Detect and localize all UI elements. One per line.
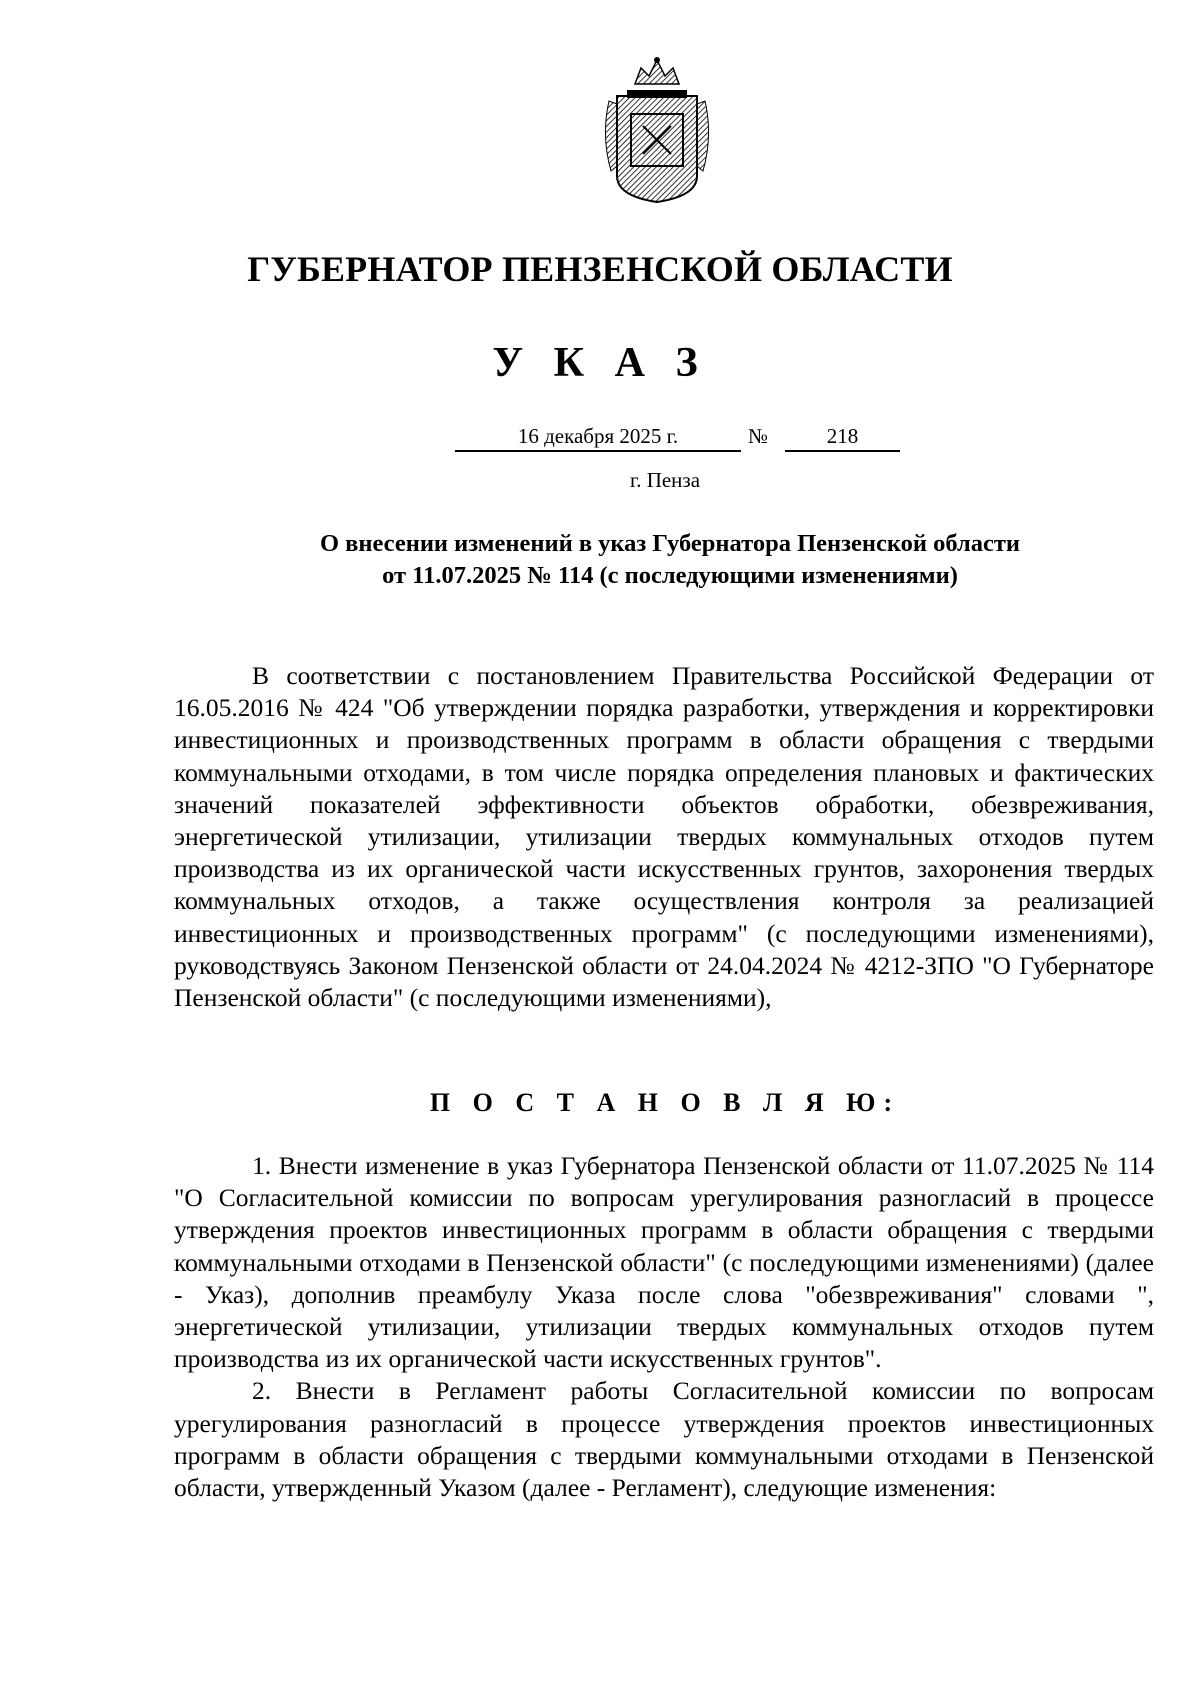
document-number: 218 bbox=[785, 423, 900, 452]
authority-title: ГУБЕРНАТОР ПЕНЗЕНСКОЙ ОБЛАСТИ bbox=[247, 249, 953, 289]
decree-item-1: 1. Внести изменение в указ Губернатора Пензенской области от 11.07.2025 № 114 "О Согласительной комиссии по вопросам урегулирования разногласий в процессе утверждения проектов инвестиционных программ в области обращения с твердыми коммунальными отходами в Пензенской области" (с последующими изменениями) (далее - Указ), дополнив преамбулу Указа после слова "обезвреживания" словами ", энергетической утилизации, утилизации твердых коммунальных отходов путем производства из их органической части искусственных грунтов". bbox=[174, 1151, 1154, 1374]
document-subject bbox=[170, 528, 1170, 592]
document-date: 16 декабря 2025 г. bbox=[455, 423, 741, 452]
number-sign: № bbox=[748, 424, 769, 448]
decree-item-2: 2. Внести в Регламент работы Согласительной комиссии по вопросам урегулирования разногласий в процессе утверждения проектов инвестиционных программ в области обращения с твердыми коммунальными отходами в Пензенской области, утвержденный Указом (далее - Регламент), следующие изменения: bbox=[174, 1376, 1154, 1503]
coat-of-arms-icon bbox=[597, 56, 717, 206]
subject-line-2: от 11.07.2025 № 114 (с последующими изменениями) bbox=[382, 562, 958, 589]
decree-items bbox=[174, 1150, 1154, 1504]
document-type: У К А З bbox=[492, 340, 708, 386]
document-city: г. Пенза bbox=[629, 468, 701, 492]
preamble bbox=[174, 660, 1154, 1014]
resolve-heading: П О С Т А Н О В Л Я Ю: bbox=[429, 1088, 901, 1117]
preamble-paragraph: В соответствии с постановлением Правительства Российской Федерации от 16.05.2016 № 424 "Об утверждении порядка разработки, утверждения и корректировки инвестиционных и производственных программ в области обращения с твердыми коммунальными отходами, в том числе порядка определения плановых и фактических значений показателей эффективности объектов обработки, обезвреживания, энергетической утилизации, утилизации твердых коммунальных отходов путем производства из их органической части искусственных грунтов, захоронения твердых коммунальных отходов, а также осуществления контроля за реализацией инвестиционных и производственных программ" (с последующими изменениями), руководствуясь Законом Пензенской области от 24.04.2024 № 4212-ЗПО "О Губернаторе Пензенской области" (с последующими изменениями), bbox=[174, 661, 1154, 1013]
subject-line-1: О внесении изменений в указ Губернатора Пензенской области bbox=[319, 530, 1021, 557]
